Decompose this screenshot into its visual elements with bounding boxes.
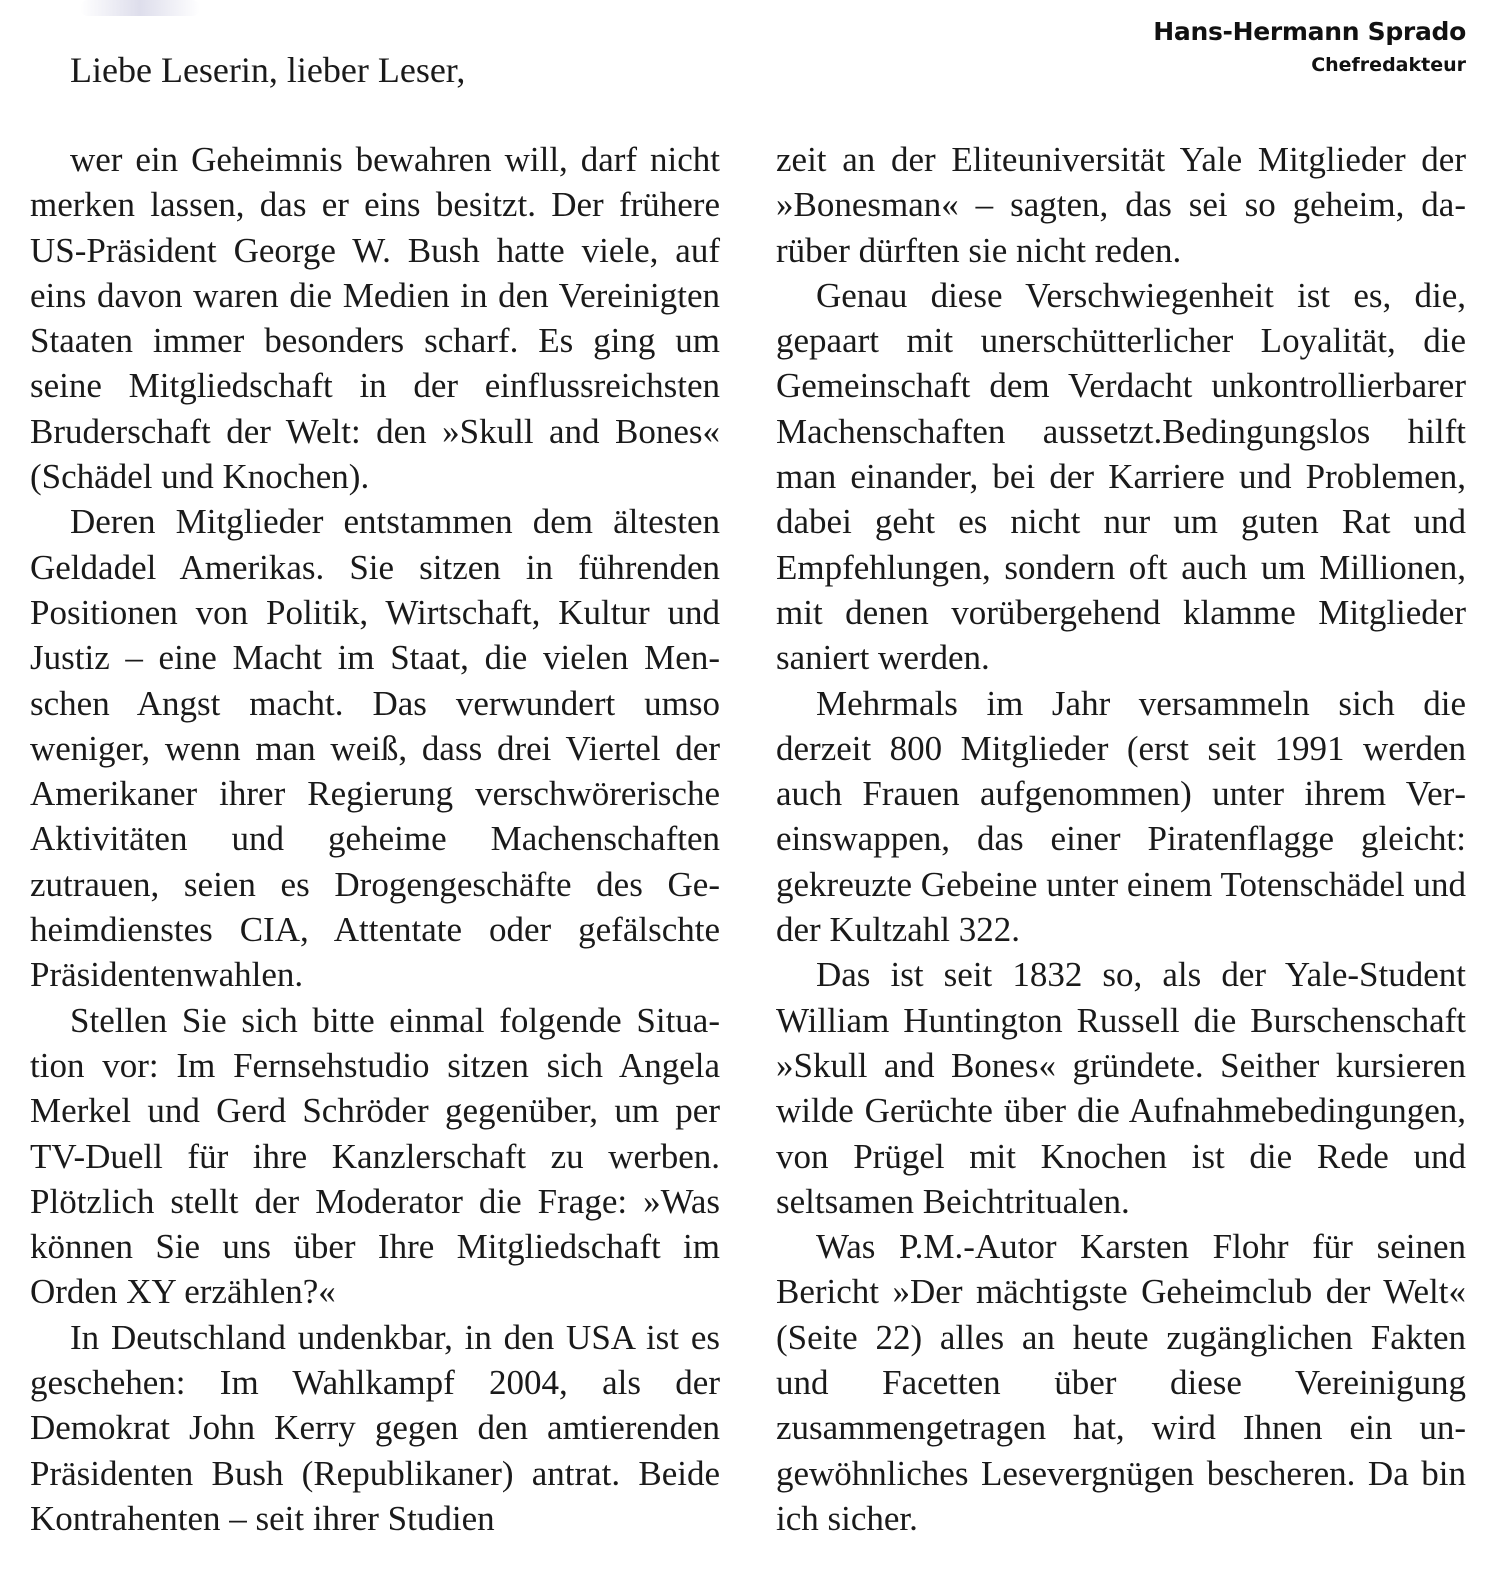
paragraph: Deren Mitglieder entstammen dem ältesten Geldadel Amerikas. Sie sitzen in führenden Positionen von Politik, Wirtschaft, Kultur und Justiz – eine Macht im Staat, die vielen Menschen Angst macht. Das verwundert umso weniger, wenn man weiß, dass drei Viertel der Amerikaner ihrer Regierung verschwörerische Aktivitäten und geheime Machenschaften zutrauen, seien es Drogengeschäfte des Geheimdienstes CIA, Attentate oder gefälschte Präsidentenwahlen. bbox=[30, 502, 720, 995]
scan-smudge bbox=[80, 0, 200, 16]
text-column-left bbox=[30, 137, 720, 1541]
salutation: Liebe Leserin, lieber Leser, bbox=[70, 50, 466, 90]
author-block bbox=[1153, 14, 1466, 80]
author-name: Hans-Hermann Sprado bbox=[1153, 17, 1466, 46]
paragraph: wer ein Geheimnis bewahren will, darf nicht merken lassen, das er eins besitzt. Der frühere US-Präsident George W. Bush hatte viele, auf eins davon waren die Medien in den Vereinigten Staaten immer besonders scharf. Es ging um seine Mitgliedschaft in der einflussreichsten Bruderschaft der Welt: den »Skull and Bones« (Schädel und Knochen). bbox=[30, 140, 720, 497]
paragraph: Was P.M.-Autor Karsten Flohr für seinen Bericht »Der mächtigste Geheimclub der Welt« (Seite 22) alles an heute zugänglichen Fakten und Facetten über diese Vereinigung zusammengetragen hat, wird Ihnen ein ungewöhnliches Lesevergnügen bescheren. Da bin ich sicher. bbox=[776, 1227, 1466, 1538]
paragraph: Genau diese Verschwiegenheit ist es, die, gepaart mit unerschütterlicher Loyalität, die Gemeinschaft dem Verdacht unkontrollierbarer Machenschaften aussetzt.Bedingungslos hilft man einander, bei der Karriere und Problemen, dabei geht es nicht nur um guten Rat und Empfehlungen, sondern oft auch um Millionen, mit denen vorübergehend klamme Mitglieder saniert werden. bbox=[776, 275, 1466, 678]
paragraph: Stellen Sie sich bitte einmal folgende Situation vor: Im Fernsehstudio sitzen sich Angela Merkel und Gerd Schröder gegenüber, um per TV-Duell für ihre Kanzlerschaft zu werben. Plötzlich stellt der Moderator die Frage: »Was können Sie uns über Ihre Mitgliedschaft im Orden XY erzählen?« bbox=[30, 1000, 720, 1312]
paragraph: Das ist seit 1832 so, als der Yale-Student William Huntington Russell die Burschenschaft »Skull and Bones« gründete. Seither kursieren wilde Gerüchte über die Aufnahmebedingungen, von Prügel mit Knochen ist die Rede und seltsamen Beichtritualen. bbox=[776, 955, 1466, 1221]
paragraph: zeit an der Eliteuniversität Yale Mitglieder der »Bonesman« – sagten, das sei so geheim, darüber dürften sie nicht reden. bbox=[776, 140, 1466, 270]
paragraph: In Deutschland undenkbar, in den USA ist es geschehen: Im Wahlkampf 2004, als der Demokrat John Kerry gegen den amtierenden Präsidenten Bush (Republikaner) antrat. Beide Kontrahenten – seit ihrer Studien bbox=[30, 1317, 720, 1538]
paragraph: Mehrmals im Jahr versammeln sich die derzeit 800 Mitglieder (erst seit 1991 werden auch Frauen aufgenommen) unter ihrem Vereinswappen, das einer Piratenflagge gleicht: gekreuzte Gebeine unter einem Totenschädel und der Kultzahl 322. bbox=[776, 683, 1466, 950]
author-role: Chefredakteur bbox=[1311, 54, 1466, 76]
text-column-right bbox=[776, 137, 1466, 1541]
